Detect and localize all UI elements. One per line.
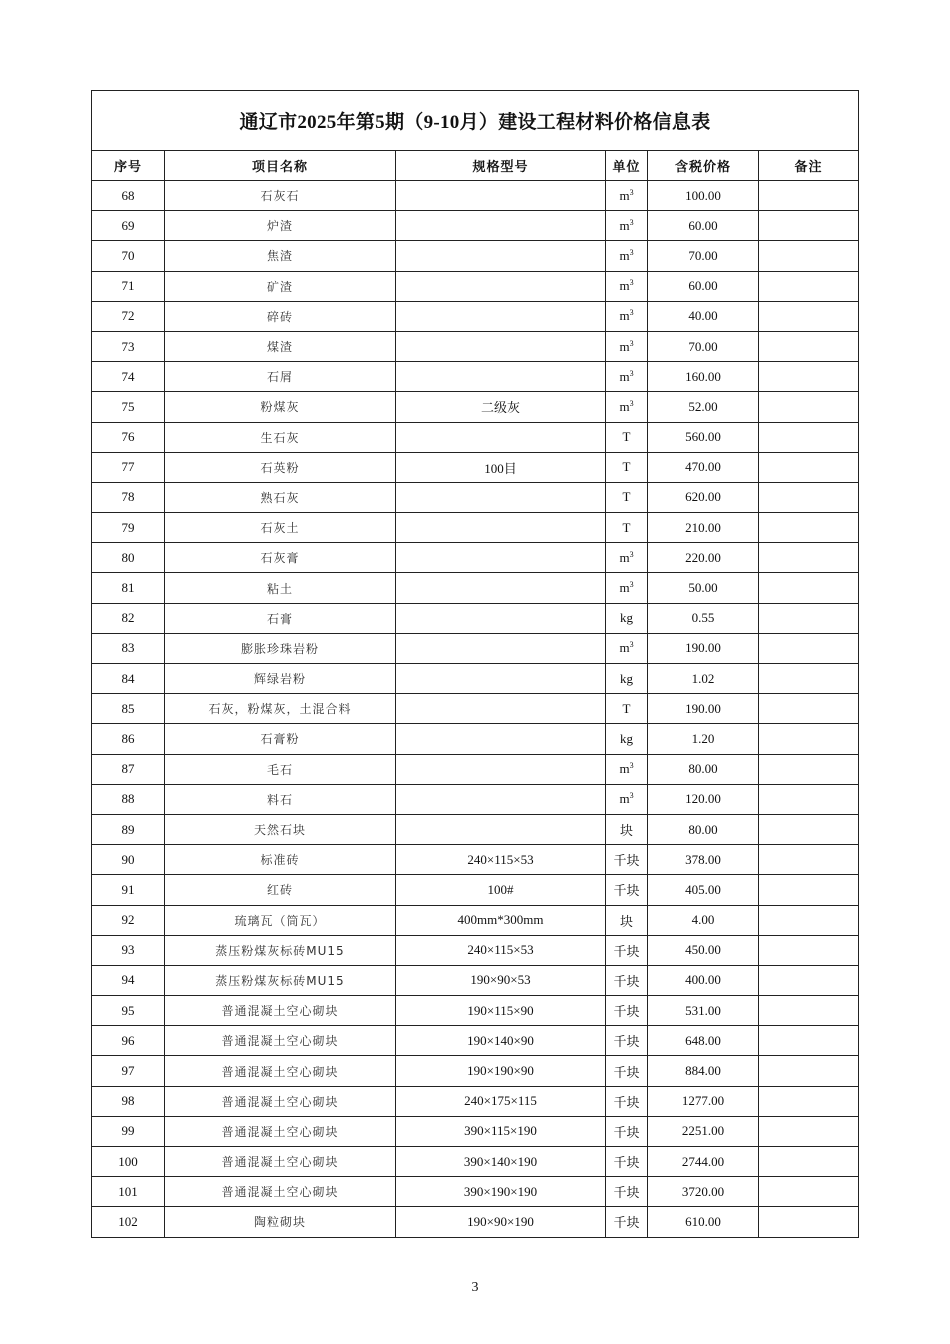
cell-spec [396,331,606,361]
cell-unit: 块 [606,905,648,935]
cell-unit: kg [606,664,648,694]
table-row [92,784,859,814]
cell-seq: 75 [92,392,165,422]
table-row [92,1147,859,1177]
table-row [92,1026,859,1056]
cell-unit: $m^3$ [606,392,648,422]
cell-unit: $m^3$ [606,633,648,663]
cell-price: 0.55 [648,603,759,633]
cell-unit: 千块 [606,1177,648,1207]
cell-note [759,1177,859,1207]
cell-note [759,1147,859,1177]
cell-seq: 89 [92,814,165,844]
cell-seq: 101 [92,1177,165,1207]
table-row [92,845,859,875]
cell-name: 普通混凝土空心砌块 [165,1086,396,1116]
cell-spec: 190×90×53 [396,965,606,995]
cell-name: 石膏 [165,603,396,633]
cell-seq: 90 [92,845,165,875]
cell-spec: 190×140×90 [396,1026,606,1056]
cell-price: 70.00 [648,331,759,361]
table-row [92,1116,859,1146]
cell-name: 琉璃瓦（筒瓦） [165,905,396,935]
cell-price: 50.00 [648,573,759,603]
cell-spec [396,271,606,301]
cell-note [759,784,859,814]
cell-note [759,271,859,301]
cell-spec [396,301,606,331]
table-row [92,543,859,573]
cell-note [759,301,859,331]
cell-price: 3720.00 [648,1177,759,1207]
cell-name: 石屑 [165,362,396,392]
cell-unit: $m^3$ [606,181,648,211]
table-row [92,331,859,361]
cell-spec [396,241,606,271]
cell-unit: $m^3$ [606,784,648,814]
cell-name: 蒸压粉煤灰标砖MU15 [165,965,396,995]
table-row [92,1207,859,1237]
cell-note [759,875,859,905]
cell-unit: T [606,513,648,543]
cell-note [759,845,859,875]
cell-price: 40.00 [648,301,759,331]
cell-unit: 千块 [606,965,648,995]
cell-unit: $m^3$ [606,362,648,392]
cell-spec [396,784,606,814]
cell-spec [396,181,606,211]
cell-price: 620.00 [648,482,759,512]
cell-spec: 240×115×53 [396,935,606,965]
cell-price: 52.00 [648,392,759,422]
cell-spec [396,362,606,392]
table-row [92,392,859,422]
cell-price: 2251.00 [648,1116,759,1146]
table-row [92,724,859,754]
cell-unit: 千块 [606,1116,648,1146]
cell-unit: T [606,694,648,724]
cell-unit: 千块 [606,845,648,875]
cell-seq: 74 [92,362,165,392]
cell-note [759,814,859,844]
cell-seq: 73 [92,331,165,361]
cell-spec: 390×140×190 [396,1147,606,1177]
table-title: 通辽市2025年第5期（9-10月）建设工程材料价格信息表 [92,91,859,151]
cell-note [759,543,859,573]
cell-seq: 72 [92,301,165,331]
cell-note [759,573,859,603]
header-row [92,151,859,181]
cell-unit: kg [606,603,648,633]
cell-price: 80.00 [648,814,759,844]
cell-unit: T [606,452,648,482]
cell-note [759,452,859,482]
header-note: 备注 [759,151,859,181]
cell-spec [396,422,606,452]
header-seq: 序号 [92,151,165,181]
cell-seq: 92 [92,905,165,935]
table-row [92,996,859,1026]
cell-name: 石灰膏 [165,543,396,573]
cell-price: 160.00 [648,362,759,392]
table-row [92,633,859,663]
cell-name: 石英粉 [165,452,396,482]
cell-spec [396,724,606,754]
cell-spec: 二级灰 [396,392,606,422]
cell-spec: 190×190×90 [396,1056,606,1086]
cell-spec: 400mm*300mm [396,905,606,935]
cell-name: 毛石 [165,754,396,784]
cell-note [759,603,859,633]
cell-name: 石灰土 [165,513,396,543]
header-price: 含税价格 [648,151,759,181]
cell-seq: 94 [92,965,165,995]
cell-unit: $m^3$ [606,331,648,361]
cell-name: 标准砖 [165,845,396,875]
cell-seq: 95 [92,996,165,1026]
cell-seq: 69 [92,211,165,241]
table-row [92,905,859,935]
cell-name: 普通混凝土空心砌块 [165,996,396,1026]
cell-spec [396,664,606,694]
cell-seq: 97 [92,1056,165,1086]
table-row [92,301,859,331]
cell-name: 普通混凝土空心砌块 [165,1147,396,1177]
cell-spec [396,543,606,573]
cell-name: 料石 [165,784,396,814]
header-spec: 规格型号 [396,151,606,181]
cell-spec: 240×175×115 [396,1086,606,1116]
cell-seq: 86 [92,724,165,754]
cell-name: 陶粒砌块 [165,1207,396,1237]
cell-spec: 240×115×53 [396,845,606,875]
cell-spec [396,573,606,603]
cell-price: 884.00 [648,1056,759,1086]
cell-spec: 390×190×190 [396,1177,606,1207]
cell-price: 80.00 [648,754,759,784]
cell-spec [396,482,606,512]
cell-note [759,664,859,694]
cell-name: 粘土 [165,573,396,603]
cell-note [759,331,859,361]
table-body [92,181,859,1238]
cell-note [759,965,859,995]
table-row [92,664,859,694]
cell-name: 矿渣 [165,271,396,301]
cell-name: 碎砖 [165,301,396,331]
table-row [92,573,859,603]
cell-price: 378.00 [648,845,759,875]
cell-name: 普通混凝土空心砌块 [165,1026,396,1056]
cell-seq: 87 [92,754,165,784]
cell-price: 450.00 [648,935,759,965]
cell-note [759,1056,859,1086]
cell-note [759,1207,859,1237]
cell-note [759,996,859,1026]
cell-unit: 千块 [606,1026,648,1056]
cell-unit: 千块 [606,1207,648,1237]
cell-seq: 68 [92,181,165,211]
cell-spec [396,513,606,543]
cell-spec: 190×115×90 [396,996,606,1026]
cell-name: 炉渣 [165,211,396,241]
cell-note [759,422,859,452]
cell-name: 粉煤灰 [165,392,396,422]
cell-seq: 98 [92,1086,165,1116]
cell-note [759,211,859,241]
cell-price: 220.00 [648,543,759,573]
cell-seq: 93 [92,935,165,965]
cell-spec [396,633,606,663]
cell-note [759,694,859,724]
cell-unit: 千块 [606,1086,648,1116]
table-row [92,814,859,844]
cell-name: 生石灰 [165,422,396,452]
cell-note [759,482,859,512]
cell-name: 红砖 [165,875,396,905]
table-row [92,241,859,271]
cell-unit: $m^3$ [606,271,648,301]
cell-note [759,181,859,211]
cell-seq: 99 [92,1116,165,1146]
cell-unit: $m^3$ [606,543,648,573]
cell-name: 蒸压粉煤灰标砖MU15 [165,935,396,965]
table-row [92,694,859,724]
cell-note [759,392,859,422]
cell-spec [396,603,606,633]
cell-seq: 96 [92,1026,165,1056]
table-row [92,362,859,392]
cell-price: 610.00 [648,1207,759,1237]
cell-name: 石膏粉 [165,724,396,754]
cell-name: 焦渣 [165,241,396,271]
header-name: 项目名称 [165,151,396,181]
table-row [92,513,859,543]
cell-spec: 190×90×190 [396,1207,606,1237]
cell-seq: 77 [92,452,165,482]
cell-unit: 千块 [606,875,648,905]
cell-note [759,724,859,754]
cell-unit: kg [606,724,648,754]
cell-price: 210.00 [648,513,759,543]
table-row [92,875,859,905]
cell-spec: 390×115×190 [396,1116,606,1146]
cell-name: 天然石块 [165,814,396,844]
cell-unit: T [606,422,648,452]
cell-seq: 83 [92,633,165,663]
cell-price: 4.00 [648,905,759,935]
cell-price: 470.00 [648,452,759,482]
cell-price: 405.00 [648,875,759,905]
cell-spec [396,754,606,784]
header-unit: 单位 [606,151,648,181]
cell-spec: 100目 [396,452,606,482]
table-row [92,181,859,211]
table-row [92,1177,859,1207]
cell-seq: 91 [92,875,165,905]
cell-unit: 千块 [606,996,648,1026]
cell-unit: 千块 [606,1056,648,1086]
table-row [92,965,859,995]
cell-spec: 100# [396,875,606,905]
cell-name: 石灰石 [165,181,396,211]
cell-note [759,1086,859,1116]
cell-seq: 79 [92,513,165,543]
cell-seq: 81 [92,573,165,603]
cell-seq: 76 [92,422,165,452]
cell-note [759,513,859,543]
cell-note [759,633,859,663]
cell-note [759,241,859,271]
cell-name: 普通混凝土空心砌块 [165,1177,396,1207]
cell-price: 531.00 [648,996,759,1026]
cell-unit: 块 [606,814,648,844]
cell-note [759,935,859,965]
cell-name: 普通混凝土空心砌块 [165,1116,396,1146]
cell-price: 100.00 [648,181,759,211]
cell-price: 400.00 [648,965,759,995]
cell-unit: 千块 [606,935,648,965]
table-row [92,1056,859,1086]
cell-seq: 70 [92,241,165,271]
cell-note [759,362,859,392]
cell-note [759,905,859,935]
cell-note [759,754,859,784]
table-row [92,754,859,784]
cell-unit: $m^3$ [606,241,648,271]
cell-price: 60.00 [648,211,759,241]
cell-price: 120.00 [648,784,759,814]
cell-name: 熟石灰 [165,482,396,512]
page-number: 3 [471,1280,479,1295]
cell-seq: 78 [92,482,165,512]
cell-note [759,1116,859,1146]
cell-price: 648.00 [648,1026,759,1056]
table-row [92,271,859,301]
cell-seq: 88 [92,784,165,814]
cell-seq: 82 [92,603,165,633]
cell-name: 辉绿岩粉 [165,664,396,694]
table-row [92,935,859,965]
cell-seq: 84 [92,664,165,694]
cell-price: 1.02 [648,664,759,694]
table-row [92,482,859,512]
cell-price: 1.20 [648,724,759,754]
table-row [92,452,859,482]
cell-seq: 80 [92,543,165,573]
table-row [92,1086,859,1116]
cell-price: 1277.00 [648,1086,759,1116]
cell-seq: 102 [92,1207,165,1237]
cell-note [759,1026,859,1056]
cell-price: 190.00 [648,633,759,663]
cell-name: 煤渣 [165,331,396,361]
cell-price: 190.00 [648,694,759,724]
table-row [92,211,859,241]
cell-seq: 85 [92,694,165,724]
cell-price: 70.00 [648,241,759,271]
cell-unit: T [606,482,648,512]
cell-unit: $m^3$ [606,211,648,241]
cell-unit: 千块 [606,1147,648,1177]
cell-name: 普通混凝土空心砌块 [165,1056,396,1086]
cell-price: 2744.00 [648,1147,759,1177]
cell-price: 60.00 [648,271,759,301]
table-row [92,603,859,633]
cell-name: 石灰，粉煤灰，土混合料 [165,694,396,724]
cell-seq: 71 [92,271,165,301]
cell-name: 膨胀珍珠岩粉 [165,633,396,663]
cell-unit: $m^3$ [606,573,648,603]
cell-spec [396,694,606,724]
material-price-table [91,90,859,1238]
cell-seq: 100 [92,1147,165,1177]
cell-unit: $m^3$ [606,754,648,784]
cell-price: 560.00 [648,422,759,452]
cell-unit: $m^3$ [606,301,648,331]
cell-spec [396,814,606,844]
cell-spec [396,211,606,241]
table-row [92,422,859,452]
